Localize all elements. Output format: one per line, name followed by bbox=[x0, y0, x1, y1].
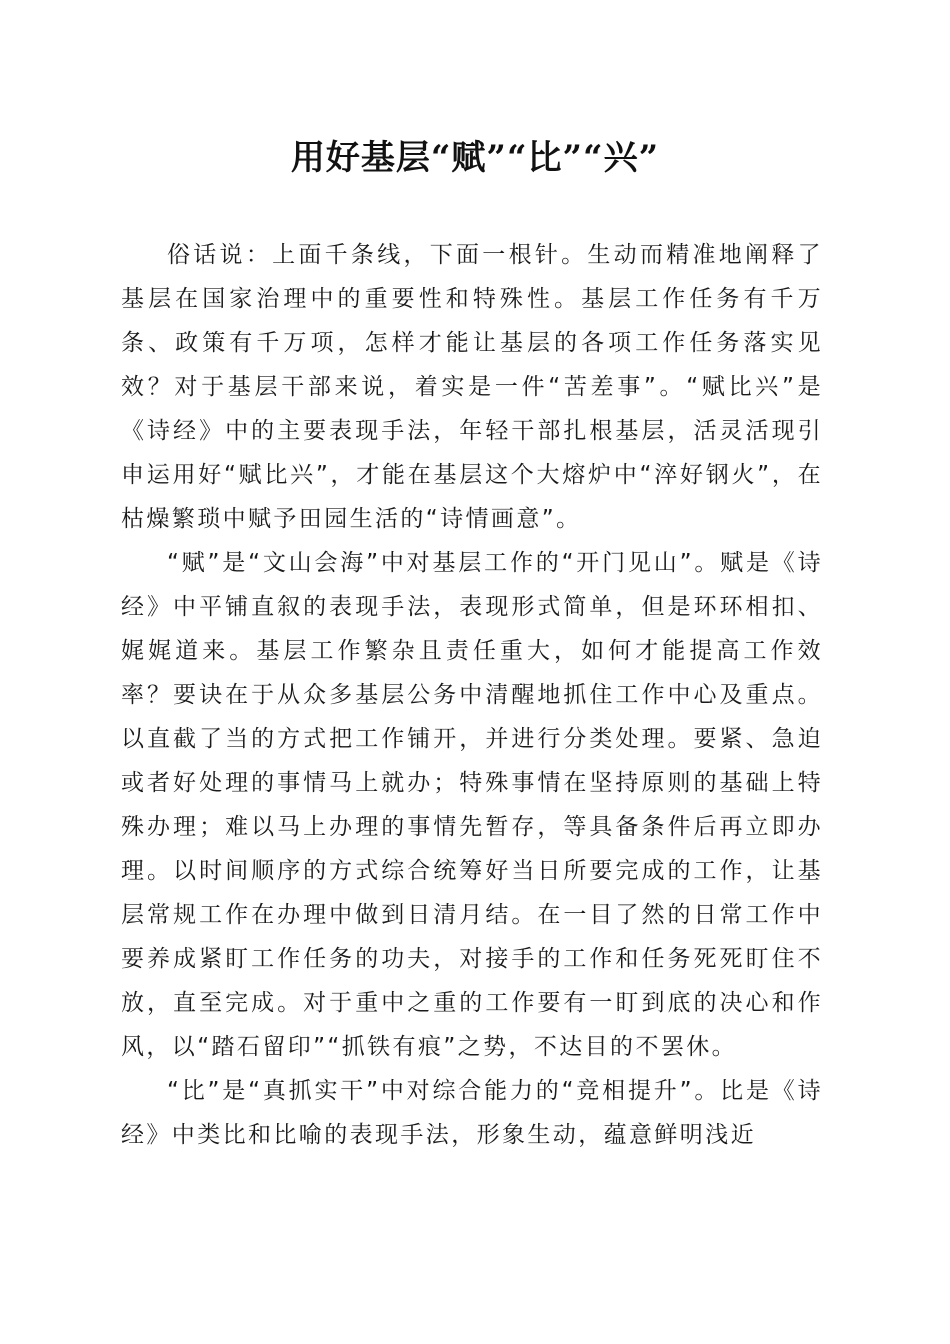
paragraph-intro: 俗话说：上面千条线，下面一根针。生动而精准地阐释了基层在国家治理中的重要性和特殊性。基层工作任务有千万条、政策有千万项，怎样才能让基层的各项工作任务落实见效？对于基层干部来说，着实是一件“苦差事”。“赋比兴”是《诗经》中的主要表现手法，年轻干部扎根基层，活灵活现引申运用好“赋比兴”，才能在基层这个大熔炉中“淬好钢火”，在枯燥繁琐中赋予田园生活的“诗情画意”。 bbox=[121, 242, 823, 532]
paragraph-fu: “赋”是“文山会海”中对基层工作的“开门见山”。赋是《诗经》中平铺直叙的表现手法，表现形式简单，但是环环相扣、娓娓道来。基层工作繁杂且责任重大，如何才能提高工作效率？要诀在于从众多基层公务中清醒地抓住工作中心及重点。以直截了当的方式把工作铺开，并进行分类处理。要紧、急迫或者好处理的事情马上就办；特殊事情在坚持原则的基础上特殊办理；难以马上办理的事情先暂存，等具备条件后再立即办理。以时间顺序的方式综合统筹好当日所要完成的工作，让基层常规工作在办理中做到日清月结。在一目了然的日常工作中要养成紧盯工作任务的功夫，对接手的工作和任务死死盯住不放，直至完成。对于重中之重的工作要有一盯到底的决心和作风，以“踏石留印”“抓铁有痕”之势，不达目的不罢休。 bbox=[121, 550, 823, 1060]
paragraph-bi: “比”是“真抓实干”中对综合能力的“竞相提升”。比是《诗经》中类比和比喻的表现手法，形象生动，蕴意鲜明浅近 bbox=[121, 1078, 823, 1148]
document-body bbox=[121, 233, 823, 1157]
document-title: 用好基层“赋”“比”“兴” bbox=[290, 138, 660, 178]
